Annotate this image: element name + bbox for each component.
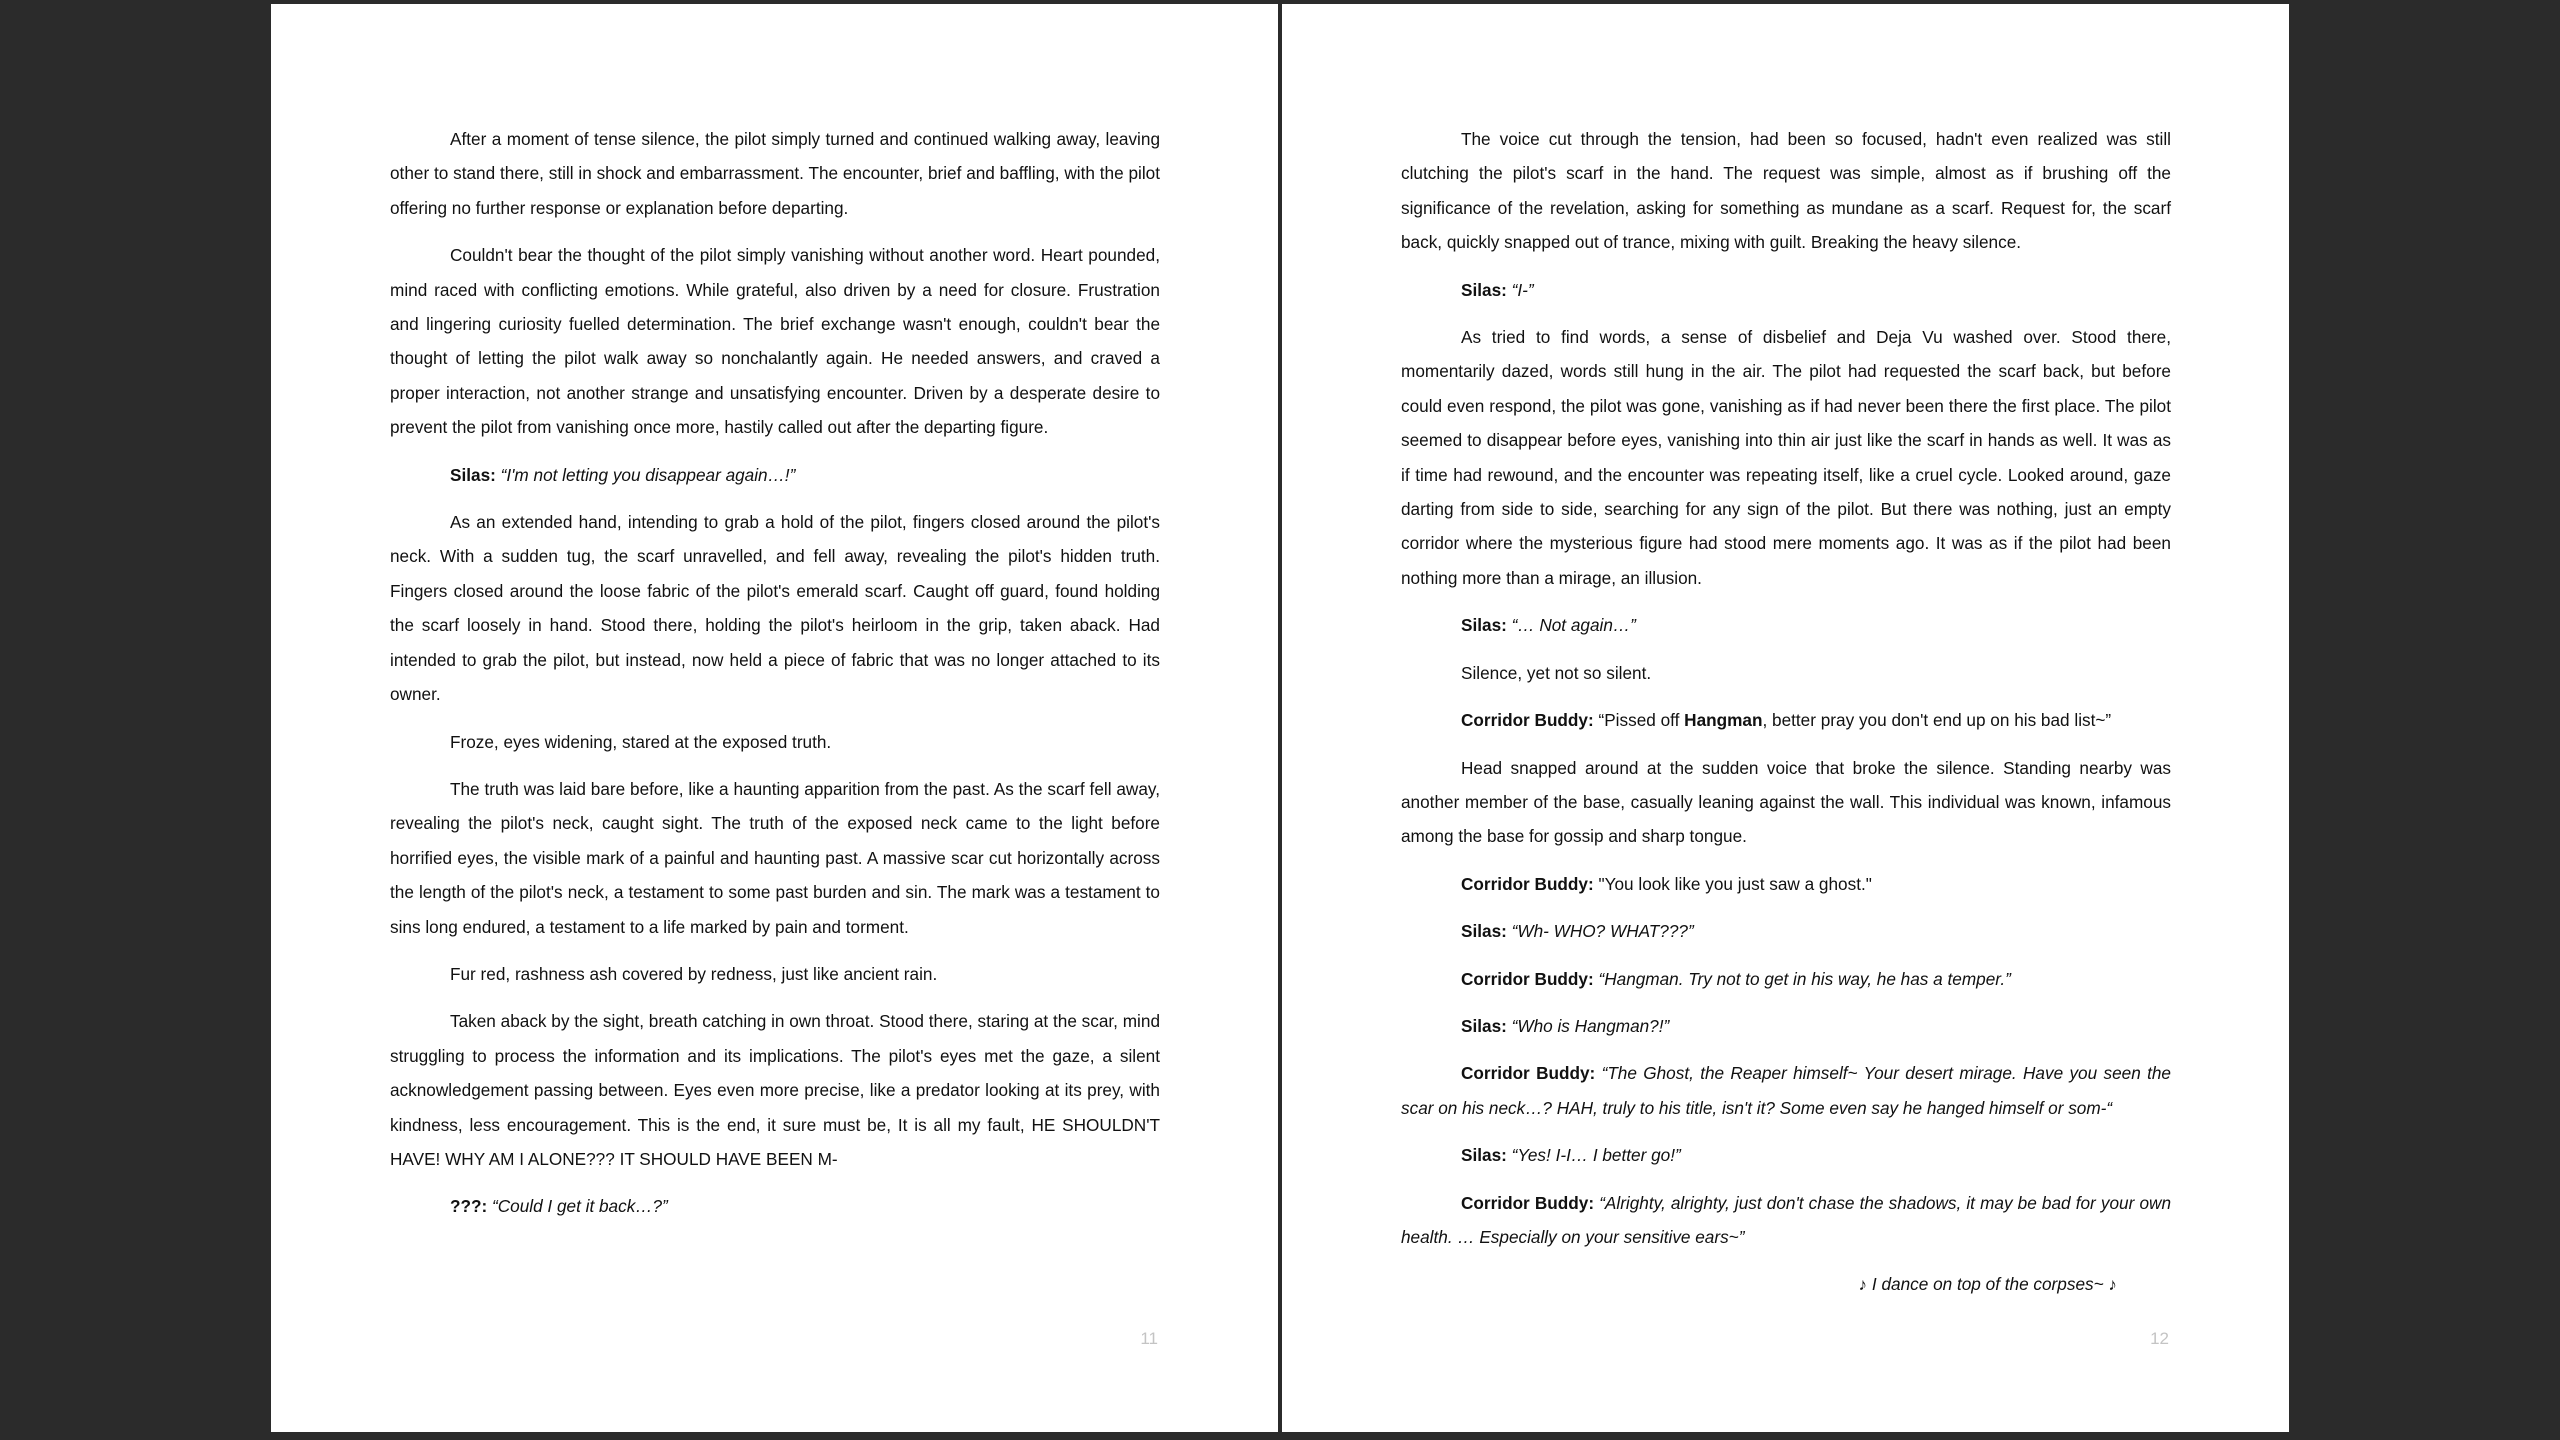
document-page-right <box>1282 4 2289 1432</box>
speaker-name: Corridor Buddy: <box>1461 710 1594 731</box>
paragraph: Taken aback by the sight, breath catching in own throat. Stood there, staring at the scar, mind struggling to process the information and its implications. The pilot's eyes met the gaze, a silent acknowledgement passing between. Eyes even more precise, like a predator looking at its prey, with kindness, less encouragement. This is the end, it sure must be, It is all my fault, HE SHOULDN'T HAVE! WHY AM I ALONE??? IT SHOULD HAVE BEEN M- <box>390 1011 1160 1169</box>
dialogue-text: “Alrighty, alrighty, just don't chase the shadows, it may be bad for your own health. … Especially on your sensitive ears~” <box>1401 1192 2171 1247</box>
speaker-name: Silas: <box>1461 615 1507 636</box>
dialogue-line <box>1401 273 2171 307</box>
page-number: 12 <box>2150 1329 2169 1348</box>
dialogue-line <box>1401 703 2171 737</box>
speaker-name: Silas: <box>1461 279 1507 300</box>
dialogue-line <box>1401 1186 2171 1255</box>
speaker-name: ???: <box>450 1196 488 1217</box>
dialogue-text: “Pissed off <box>1593 710 1685 731</box>
dialogue-line <box>1401 608 2171 642</box>
paragraph: After a moment of tense silence, the pilot simply turned and continued walking away, leaving other to stand there, still in shock and embarrassment. The encounter, brief and baffling, with the pilot offering no further response or explanation before departing. <box>390 129 1160 218</box>
paragraph: Fur red, rashness ash covered by redness, just like ancient rain. <box>450 963 938 984</box>
page-number: 11 <box>1140 1329 1158 1348</box>
speaker-name: Corridor Buddy: <box>1461 968 1594 989</box>
speaker-name: Corridor Buddy: <box>1461 873 1594 894</box>
dialogue-text: “Could I get it back…?” <box>487 1196 668 1217</box>
hangman-name: Hangman <box>1684 710 1763 731</box>
paragraph: Couldn't bear the thought of the pilot simply vanishing without another word. Heart pounded, mind raced with conflicting emotions. While grateful, also driven by a need for closure. Frustration and lingering curiosity fuelled determination. The brief exchange wasn't enough, couldn't bear the thought of letting the pilot walk away so nonchalantly again. He needed answers, and craved a proper interaction, not another strange and unsatisfying encounter. Driven by a desperate desire to prevent the pilot from vanishing once more, hastily called out after the departing figure. <box>390 245 1160 438</box>
dialogue-line <box>390 458 1160 492</box>
dialogue-line <box>1401 867 2171 901</box>
song-lyric-line: ♪ I dance on top of the corpses~ ♪ <box>1858 1274 2117 1295</box>
dialogue-line <box>1401 962 2171 996</box>
dialogue-text: “Who is Hangman?!” <box>1506 1015 1670 1036</box>
paragraph: The truth was laid bare before, like a haunting apparition from the past. As the scarf fell away, revealing the pilot's neck, caught sight. The truth of the exposed neck came to the light before horrified eyes, the visible mark of a painful and haunting past. A massive scar cut horizontally across the length of the pilot's neck, a testament to some past burden and sin. The mark was a testament to sins long endured, a testament to a life marked by pain and torment. <box>390 778 1160 937</box>
dialogue-text: "You look like you just saw a ghost." <box>1593 873 1872 894</box>
speaker-name: Corridor Buddy: <box>1461 1192 1595 1213</box>
dialogue-text: “I-” <box>1506 279 1534 300</box>
dialogue-line <box>1401 1009 2171 1043</box>
speaker-name: Silas: <box>1461 1145 1507 1166</box>
speaker-name: Silas: <box>450 464 496 485</box>
paragraph: Silence, yet not so silent. <box>1461 662 1652 683</box>
paragraph: Head snapped around at the sudden voice that broke the silence. Standing nearby was another member of the base, casually leaning against the wall. This individual was known, infamous among the base for gossip and sharp tongue. <box>1401 757 2171 847</box>
dialogue-text: “Wh- WHO? WHAT???” <box>1506 921 1694 942</box>
dialogue-text: “Hangman. Try not to get in his way, he has a temper.” <box>1593 968 2011 989</box>
dialogue-line <box>390 1189 1160 1223</box>
dialogue-text: “… Not again…” <box>1506 615 1636 636</box>
document-page-left <box>271 4 1278 1432</box>
paragraph: Froze, eyes widening, stared at the exposed truth. <box>450 731 832 752</box>
dialogue-text: “I'm not letting you disappear again…!” <box>495 464 796 485</box>
dialogue-line <box>1401 1138 2171 1172</box>
dialogue-text: , better pray you don't end up on his bad list~” <box>1762 710 2112 731</box>
dialogue-text: “The Ghost, the Reaper himself~ Your desert mirage. Have you seen the scar on his neck…? HAH, truly to his title, isn't it? Some even say he hanged himself or som-“ <box>1401 1063 2171 1118</box>
paragraph: The voice cut through the tension, had been so focused, hadn't even realized was still clutching the pilot's scarf in the hand. The request was simple, almost as if brushing off the significance of the revelation, asking for something as mundane as a scarf. Request for, the scarf back, quickly snapped out of trance, mixing with guilt. Breaking the heavy silence. <box>1401 129 2171 253</box>
dialogue-text: “Yes! I-I… I better go!” <box>1506 1145 1681 1166</box>
speaker-name: Silas: <box>1461 1015 1507 1036</box>
speaker-name: Silas: <box>1461 921 1507 942</box>
dialogue-line <box>1401 914 2171 948</box>
paragraph: As an extended hand, intending to grab a hold of the pilot, fingers closed around the pilot's neck. With a sudden tug, the scarf unravelled, and fell away, revealing the pilot's hidden truth. Fingers closed around the loose fabric of the pilot's emerald scarf. Caught off guard, found holding the scarf loosely in hand. Stood there, holding the pilot's heirloom in the grip, taken aback. Had intended to grab the pilot, but instead, now held a piece of fabric that was no longer attached to its owner. <box>390 512 1160 705</box>
dialogue-line <box>1401 1056 2171 1125</box>
paragraph: As tried to find words, a sense of disbelief and Deja Vu washed over. Stood there, momentarily dazed, words still hung in the air. The pilot had requested the scarf back, but before could even respond, the pilot was gone, vanishing as if had never been there the first place. The pilot seemed to disappear before eyes, vanishing into thin air just like the scarf in hands as well. It was as if time had rewound, and the encounter was repeating itself, like a cruel cycle. Looked around, gaze darting from side to side, searching for any sign of the pilot. But there was nothing, just an empty corridor where the mysterious figure had stood mere moments ago. It was as if the pilot had been nothing more than a mirage, an illusion. <box>1401 327 2171 588</box>
speaker-name: Corridor Buddy: <box>1461 1063 1596 1084</box>
